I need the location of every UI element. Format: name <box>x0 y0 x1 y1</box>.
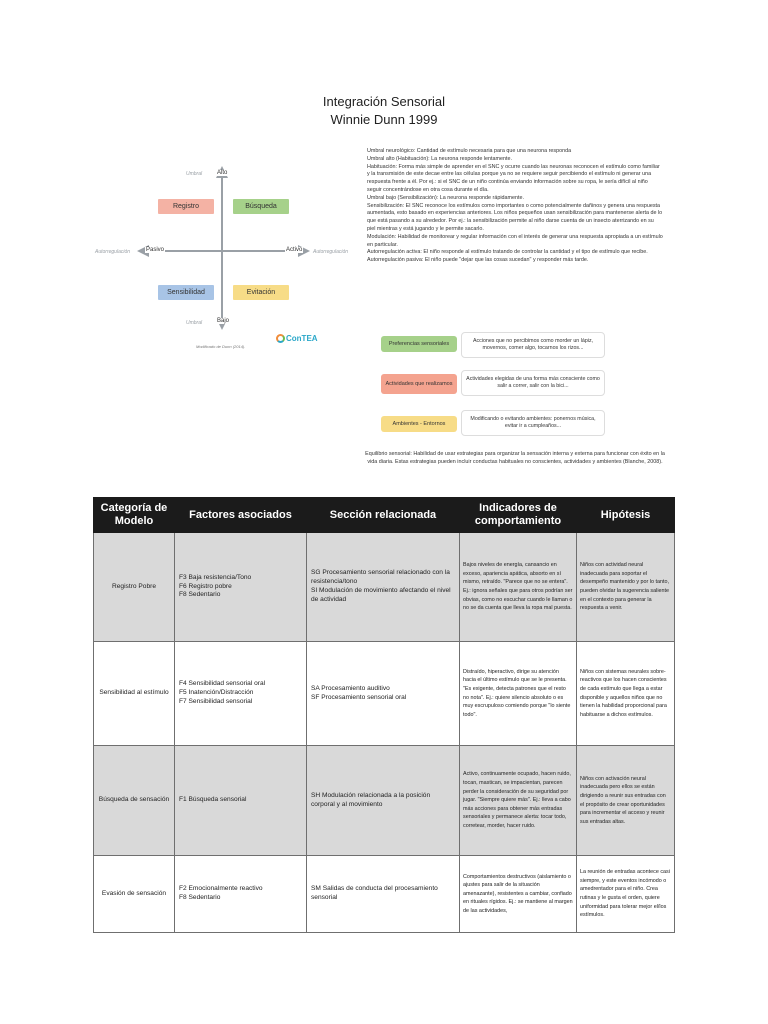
logo-text: ConTEA <box>286 334 318 343</box>
cell-factors <box>175 533 307 642</box>
cell-factors <box>175 642 307 746</box>
table-row <box>94 746 675 856</box>
cell-hypothesis: Niños con actividad neural inadecuada para soportar el desempeño mantenido y por lo tanto, pueden olvidar la sugerencia saliente en el contexto para generar la respuesta a venir. <box>577 533 675 642</box>
header-categoria: Categoría de Modelo <box>94 498 175 533</box>
table-row <box>94 642 675 746</box>
header-seccion: Sección relacionada <box>307 498 460 533</box>
header-indicadores: Indicadores de comportamiento <box>460 498 577 533</box>
cell-sections <box>307 746 460 856</box>
section-item: SI Modulación de movimiento afectando el nivel de actividad <box>311 587 451 603</box>
cell-sections <box>307 642 460 746</box>
page-title <box>0 93 768 129</box>
horizontal-axis <box>148 250 298 252</box>
factor-item: F7 Sensibilidad sensorial <box>179 697 253 705</box>
cell-sections <box>307 856 460 933</box>
cell-category: Búsqueda de sensación <box>94 746 175 856</box>
definition-habituacion: Habituación: Forma más simple de aprender en el SNC y ocurre cuando las neuronas reconocen el estímulo como familiar y la transmisión de este decae entre las células porque ya no se requiere seguir percibiendo el estímulo ni generar una respuesta frente a él. Por ej.: si el SNC de un niño continúa enviando información sobre su ropa, le sería difícil al niño seguir concentrándose en otra cosa durante el día. <box>367 163 660 193</box>
factor-item: F3 Baja resistencia/Tono <box>179 573 252 581</box>
header-factores: Factores asociados <box>175 498 307 533</box>
definition-sensibilizacion: Sensibilización: El SNC reconoce los estímulos como importantes o como potencialmente dañinos y genera una respuesta aumentada, esto basado en experiencias anteriores. Los niños pequeños usan sensibilización para mantenerse alerta de lo que está pasando a su alrededor. Por ej.: la sensibilización permite al niño darse cuenta de un insecto aterrizando en su piel mientras y está jugando y le permite sacarlo. <box>367 202 663 232</box>
process-label-preferencias: Preferencias sensoriales <box>381 336 457 352</box>
factor-item: F1 Búsqueda sensorial <box>179 796 247 804</box>
definition-modulacion: Modulación: Habilidad de monitorear y regular información con el interés de generar una respuesta apropiada a un estímulo en particular. <box>367 233 663 248</box>
axis-label-left: Pasivo <box>146 247 165 253</box>
quadrant-sensibilidad: Sensibilidad <box>158 285 214 300</box>
top-small-label: Umbral <box>186 171 203 177</box>
table-row <box>94 533 675 642</box>
process-text-ambientes: Modificando o evitando ambientes: ponernos música, evitar ir a cumpleaños... <box>461 410 605 436</box>
definition-autorregulacion-activa: Autorregulación activa: El niño responde al estímulo tratando de controlar la cantidad y el tipo de estímulo que recibe. <box>367 249 648 256</box>
quadrant-evitacion: Evitación <box>233 285 289 300</box>
factor-item: F5 Inatención/Distracción <box>179 689 254 697</box>
definition-umbral: Umbral neurológico: Cantidad de estímulo necesaria para que una neurona responda <box>367 148 572 154</box>
quadrant-busqueda: Búsqueda <box>233 199 289 214</box>
quadrant-registro: Registro <box>158 199 214 214</box>
factor-item: F8 Sedentario <box>179 591 221 599</box>
axis-label-right: Activo <box>286 247 303 253</box>
cell-category: Registro Pobre <box>94 533 175 642</box>
table-row <box>94 856 675 933</box>
definition-autorregulacion-pasiva: Autorregulación pasiva: El niño puede "dejar que las cosas sucedan" y responder más tarde. <box>367 257 589 264</box>
factor-item: F2 Emocionalmente reactivo <box>179 885 263 893</box>
cell-hypothesis: La reunión de entradas acontece casi siempre, y este eventos incómodo o amedrentador para el niño. Crea rutinas y le gusta el orden, quiere uniformidad para tolerar mejor el/los estímulos. <box>577 856 675 933</box>
process-label-ambientes: Ambientes - Entornos <box>381 416 457 432</box>
cell-indicators: Bajos niveles de energía, cansancio en exceso, apariencia apática, absorto en sí mismo, retraído. "Parece que no se entera". Ej.: ignora señales que para otros podrían ser obvias, como no escuchar cuando le llaman o no se da cuenta que lleva la ropa mal puesta. <box>460 533 577 642</box>
factor-item: F8 Sedentario <box>179 894 221 901</box>
cell-sections <box>307 533 460 642</box>
vertical-axis <box>221 178 223 318</box>
table-header-row <box>94 498 675 533</box>
cell-hypothesis: Niños con sistemas neurales sobre-reactivos que los hacen conscientes de cada estímulo que llega a estar disponible y aquellos niños que no tienen la habilidad proporcional para habituarse a dichos estímulos. <box>577 642 675 746</box>
cell-indicators: Distraído, hiperactivo, dirige su atención hacia el último estímulo que se le presenta. "Es exigente, detecta patrones que el resto no nota". Ej.: quiere silencio absoluto o es muy escrupuloso comiendo porque "lo siente todo". <box>460 642 577 746</box>
cell-hypothesis: Niños con activación neural inadecuada pero ellos se están dirigiendo a reunir sus entradas con el propósito de crear oportunidades para incrementar el acceso y reunir sus entradas altas. <box>577 746 675 856</box>
cell-indicators: Activo, continuamente ocupado, hacen ruido, tocan, mastican, se impacientan, parecen perder la consideración de su seguridad por jugar. "Siempre quiere más". Ej.: lleva a cabo más acciones para obtener más entradas sensoriales y permanece alerta: tocar todo, corretear, morder, hacer ruido. <box>460 746 577 856</box>
process-text-actividades: Actividades elegidas de una forma más consciente como salir a correr, salir con la bici... <box>461 370 605 396</box>
diagram-credit: Modificado de Dunn (2014). <box>196 344 246 349</box>
cell-category: Evasión de sensación <box>94 856 175 933</box>
process-text-preferencias: Acciones que no percibimos como morder un lápiz, movernos, comer algo, tocarnos los rizos... <box>461 332 605 358</box>
cell-category: Sensibilidad al estímulo <box>94 642 175 746</box>
section-item: SA Procesamiento auditivo <box>311 684 390 692</box>
contea-logo <box>276 334 318 343</box>
bottom-small-label: Umbral <box>186 320 203 326</box>
section-item: SF Procesamiento sensorial oral <box>311 693 407 701</box>
right-small-label: Autorregulación <box>313 249 349 255</box>
definitions-text <box>367 148 663 265</box>
axis-label-bottom: Bajo <box>217 318 230 324</box>
section-item: SG Procesamiento sensorial relacionado con la resistencia/tono <box>311 569 450 586</box>
cell-indicators: Comportamientos destructivos (aislamiento o ajustes para salir de la situación amenazante), resistentes a cambiar, confiado en rituales rígidos. Ej.: se mantiene al margen de las actividades, <box>460 856 577 933</box>
title-line-2: Winnie Dunn 1999 <box>330 112 438 127</box>
factor-item: F4 Sensibilidad sensorial oral <box>179 680 266 688</box>
definition-umbral-bajo: Umbral bajo (Sensibilización): La neurona responde rápidamente. <box>367 194 525 201</box>
factor-item: F6 Registro pobre <box>179 582 232 590</box>
model-table <box>93 497 675 933</box>
process-label-actividades: Actividades que realizamos <box>381 374 457 394</box>
definition-umbral-alto: Umbral alto (Habituación): La neurona responde lentamente. <box>367 155 513 162</box>
title-line-1: Integración Sensorial <box>322 94 446 109</box>
section-item: SM Salidas de conducta del procesamiento sensorial <box>311 885 438 901</box>
section-item: SH Modulación relacionada a la posición corporal y al movimiento <box>311 791 431 808</box>
equilibrium-text: Equilibrio sensorial: Habilidad de usar estrategias para organizar la sensación interna y externa para funcionar con éxito en la vida diaria. Estas estrategias pueden incluir conductas habituales no conscientes, actividades y ambientes (Blanche, 2008). <box>365 451 665 465</box>
axis-label-top: Alto <box>217 170 228 176</box>
header-hipotesis: Hipótesis <box>577 498 675 533</box>
cell-factors <box>175 856 307 933</box>
cell-factors <box>175 746 307 856</box>
left-small-label: Autorregulación <box>95 249 131 255</box>
logo-swirl-icon <box>276 334 285 343</box>
